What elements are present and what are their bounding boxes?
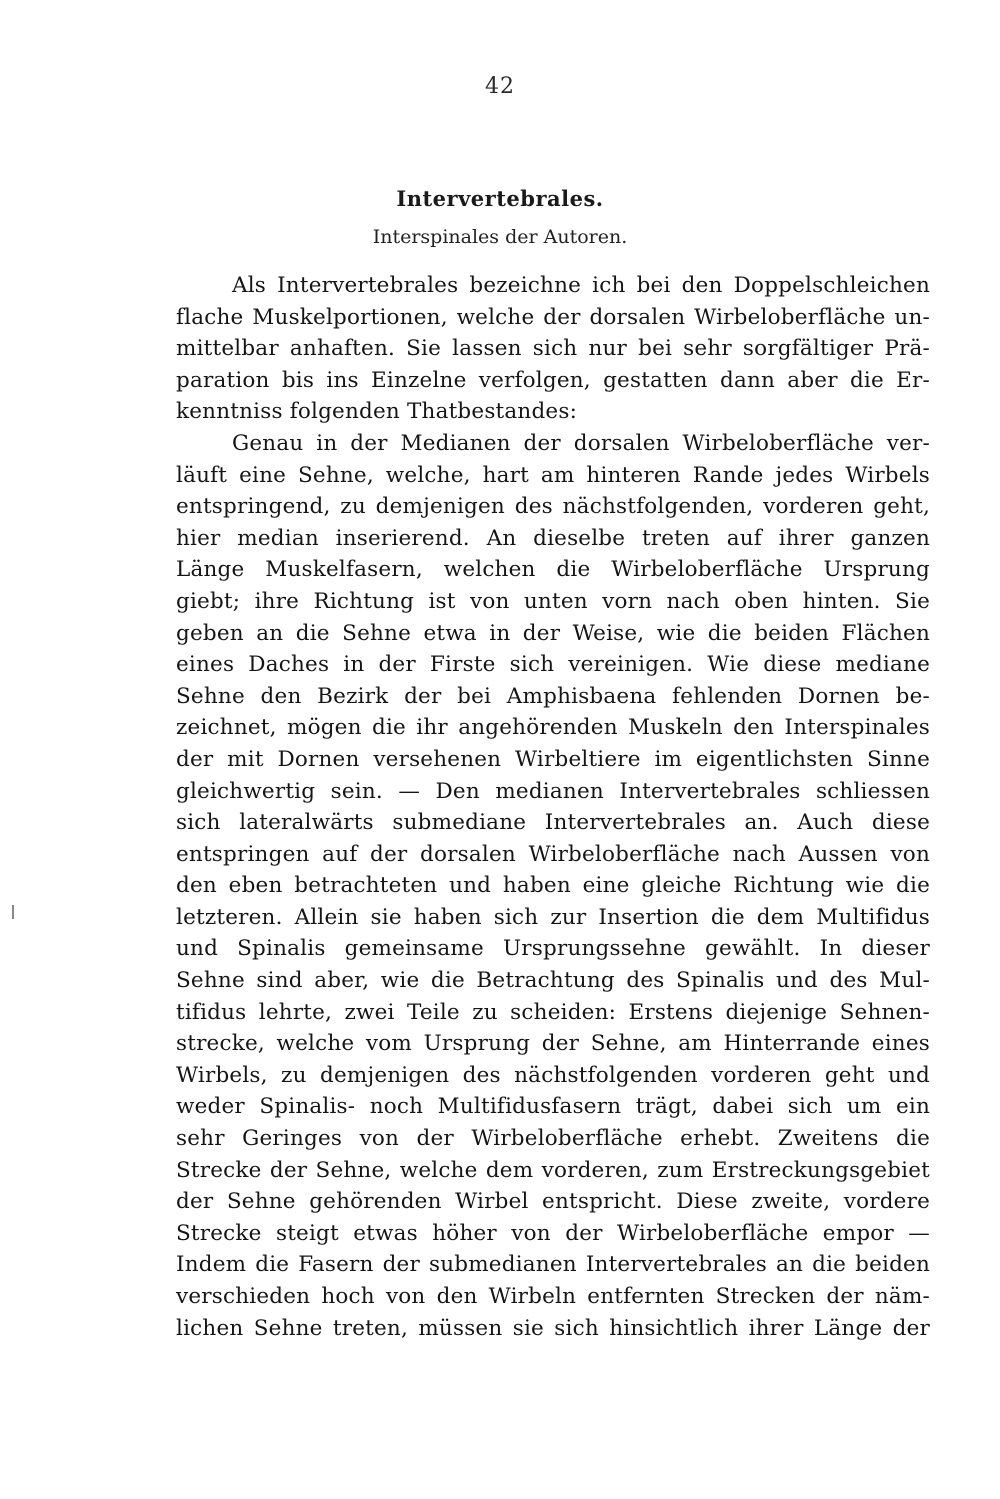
text-line: giebt; ihre Richtung ist von unten vorn nach oben hinten. Sie: [176, 588, 930, 614]
text-line: verschieden hoch von den Wirbeln entfernten Strecken der näm-: [176, 1284, 930, 1309]
text-line: Indem die Fasern der submedianen Intervertebrales an die beiden: [176, 1252, 930, 1278]
text-line: der Sehne gehörenden Wirbel entspricht. Diese zweite, vordere: [176, 1189, 930, 1215]
text-line: Sehne den Bezirk der bei Amphisbaena fehlenden Dornen be-: [176, 683, 930, 709]
text-line: letzteren. Allein sie haben sich zur Insertion die dem Multifidus: [176, 904, 930, 930]
text-line: Sehne sind aber, wie die Betrachtung des Spinalis und des Mul-: [176, 968, 930, 994]
text-line: entspringen auf der dorsalen Wirbeloberfläche nach Aussen von: [176, 841, 930, 867]
text-line: kenntniss folgenden Thatbestandes:: [176, 399, 578, 425]
text-line: entspringend, zu demjenigen des nächstfolgenden, vorderen geht,: [176, 494, 930, 520]
text-line: gleichwertig sein. — Den medianen Intervertebrales schliessen: [176, 778, 930, 804]
text-line: Wirbels, zu demjenigen des nächstfolgenden vorderen geht und: [176, 1062, 930, 1088]
page-number: 42: [485, 74, 515, 99]
text-line: den eben betrachteten und haben eine gleiche Richtung wie die: [176, 873, 930, 899]
text-line: hier median inserierend. An dieselbe treten auf ihrer ganzen: [176, 525, 930, 551]
text-line: strecke, welche vom Ursprung der Sehne, am Hinterrande eines: [176, 1031, 930, 1057]
section-subheading: Interspinales der Autoren.: [372, 226, 628, 248]
text-line: Strecke steigt etwas höher von der Wirbeloberfläche empor —: [176, 1220, 930, 1246]
text-line: eines Daches in der Firste sich vereinigen. Wie diese mediane: [176, 652, 930, 678]
text-line: paration bis ins Einzelne verfolgen, gestatten dann aber die Er-: [176, 367, 930, 393]
text-line: weder Spinalis- noch Multifidusfasern trägt, dabei sich um ein: [176, 1094, 930, 1120]
text-line: flache Muskelportionen, welche der dorsalen Wirbeloberfläche un-: [176, 304, 930, 330]
text-line: Strecke der Sehne, welche dem vorderen, zum Erstreckungsgebiet: [176, 1157, 930, 1183]
text-line: geben an die Sehne etwa in der Weise, wie die beiden Flächen: [176, 620, 930, 646]
text-line: der mit Dornen versehenen Wirbeltiere im eigentlichsten Sinne: [176, 746, 930, 772]
text-line: lichen Sehne treten, müssen sie sich hinsichtlich ihrer Länge der: [176, 1315, 930, 1341]
text-line: läuft eine Sehne, welche, hart am hinteren Rande jedes Wirbels: [176, 462, 930, 488]
text-line: Länge Muskelfasern, welchen die Wirbeloberfläche Ursprung: [176, 557, 930, 583]
text-line: tifidus lehrte, zwei Teile zu scheiden: Erstens diejenige Sehnen-: [176, 999, 930, 1025]
body-text: [176, 270, 930, 1344]
text-line: Als Intervertebrales bezeichne ich bei den Doppelschleichen: [232, 273, 930, 298]
section-heading: Intervertebrales.: [396, 186, 604, 211]
text-line: zeichnet, mögen die ihr angehörenden Muskeln den Interspinales: [176, 715, 930, 741]
text-line: sich lateralwärts submediane Intervertebrales an. Auch diese: [176, 810, 930, 836]
text-line: sehr Geringes von der Wirbeloberfläche erhebt. Zweitens die: [176, 1126, 930, 1152]
text-line: mittelbar anhaften. Sie lassen sich nur bei sehr sorgfältiger Prä-: [176, 336, 930, 362]
text-line: und Spinalis gemeinsame Ursprungssehne gewählt. In dieser: [176, 936, 930, 962]
margin-mark: [12, 905, 14, 919]
text-line: Genau in der Medianen der dorsalen Wirbeloberfläche ver-: [232, 430, 930, 456]
